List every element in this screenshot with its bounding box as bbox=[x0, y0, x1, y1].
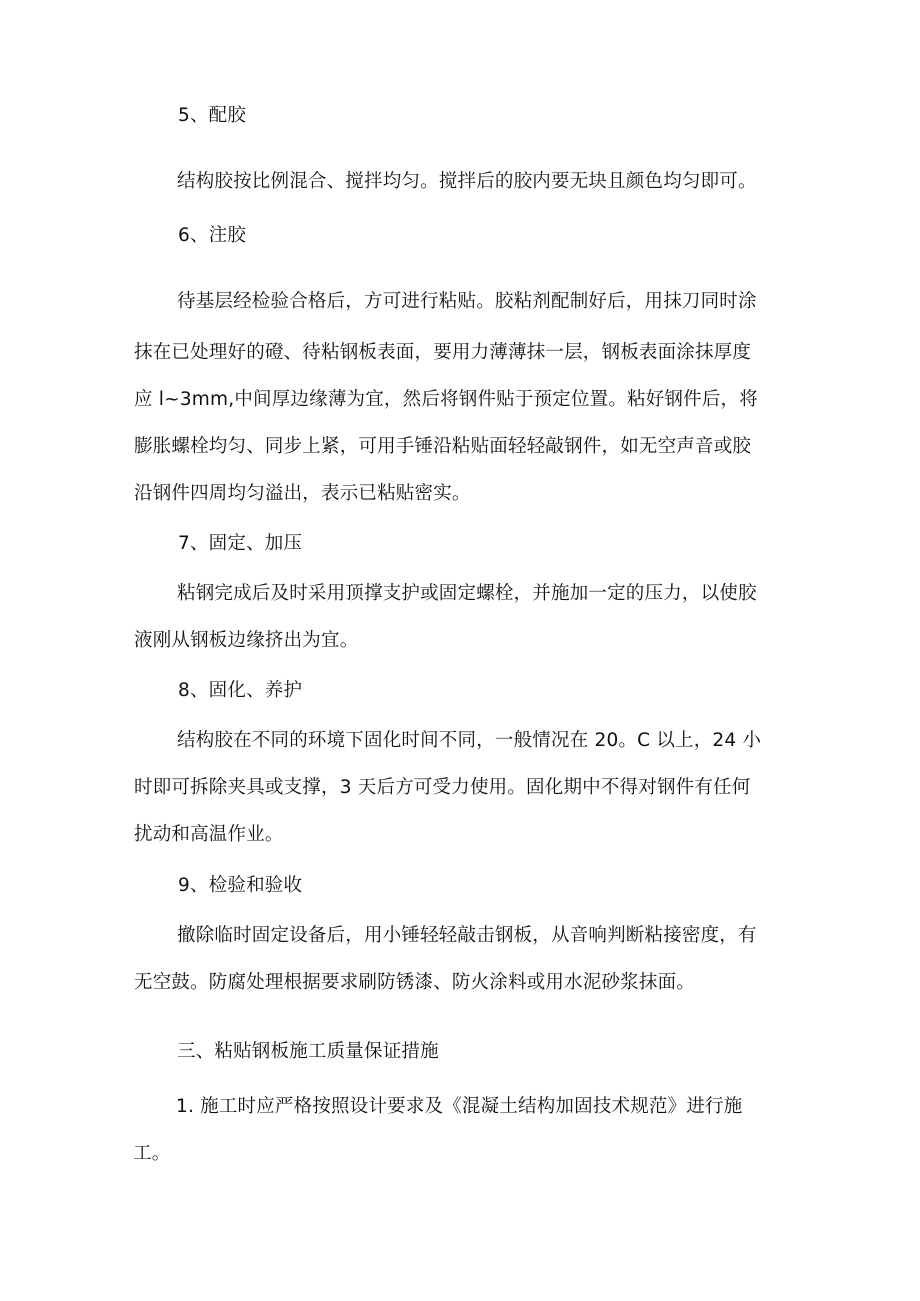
section-8-line-1: 结构胶在不同的环境下固化时间不同，一般情况在 20。C 以上，24 小 bbox=[177, 730, 762, 751]
section-7-heading: 7、固定、加压 bbox=[178, 533, 303, 554]
section-9-line-1: 撤除临时固定设备后，用小锤轻轻敲击钢板，从音响判断粘接密度，有 bbox=[177, 925, 757, 946]
section-7-line-1: 粘钢完成后及时采用顶撑支护或固定螺栓，并施加一定的压力，以使胶 bbox=[177, 583, 757, 604]
section-8-line-2: 时即可拆除夹具或支撑，3 天后方可受力使用。固化期中不得对钢件有任何 bbox=[134, 777, 751, 798]
section-5-heading: 5、配胶 bbox=[178, 105, 247, 126]
section-8-line-3: 扰动和高温作业。 bbox=[134, 824, 284, 845]
section-8-heading: 8、固化、养护 bbox=[178, 680, 303, 701]
section-6-line-4: 膨胀螺栓均匀、同步上紧，可用手锤沿粘贴面轻轻敲钢件，如无空声音或胶 bbox=[134, 436, 752, 457]
section-9-heading: 9、检验和验收 bbox=[178, 875, 303, 896]
section-3-heading: 三、粘贴钢板施工质量保证措施 bbox=[177, 1041, 439, 1062]
section-5-paragraph: 结构胶按比例混合、搅拌均匀。搅拌后的胶内要无块且颜色均匀即可。 bbox=[177, 171, 757, 192]
section-6-heading: 6、注胶 bbox=[178, 225, 247, 246]
section-6-line-5: 沿钢件四周均匀溢出，表示已粘贴密实。 bbox=[134, 483, 471, 504]
section-6-line-3: 应 l~3mm,中间厚边缘薄为宜，然后将钢件贴于预定位置。粘好钢件后，将 bbox=[134, 389, 758, 410]
section-3-line-1: 1. 施工时应严格按照设计要求及《混凝土结构加固技术规范》进行施 bbox=[176, 1096, 743, 1117]
section-3-line-2: 工。 bbox=[133, 1143, 171, 1164]
section-9-line-2: 无空鼓。防腐处理根据要求刷防锈漆、防火涂料或用水泥砂浆抹面。 bbox=[134, 972, 696, 993]
section-6-line-1: 待基层经检验合格后，方可进行粘贴。胶粘剂配制好后，用抹刀同时涂 bbox=[177, 291, 757, 312]
section-6-line-2: 抹在已处理好的磴、待粘钢板表面，要用力薄薄抹一层，钢板表面涂抹厚度 bbox=[134, 342, 752, 363]
section-7-line-2: 液刚从钢板边缘挤出为宜。 bbox=[134, 630, 359, 651]
